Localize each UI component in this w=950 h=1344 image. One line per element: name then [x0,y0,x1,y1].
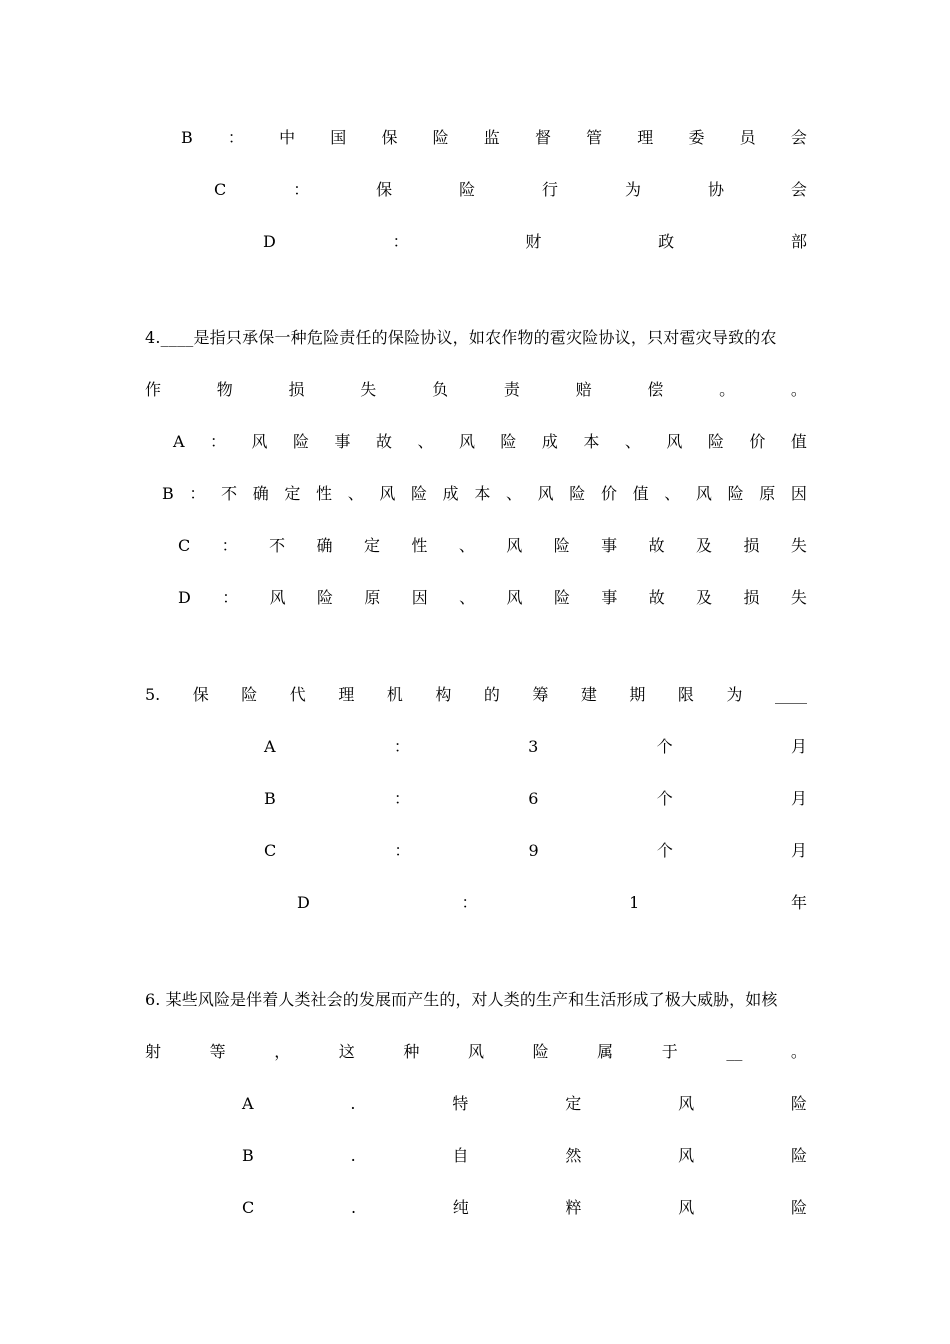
text-token: 事 [334,432,351,451]
text-token: 本 [474,484,491,503]
text-token: 故 [648,536,665,555]
text-token: ： [394,841,411,860]
text-token: 风 [467,1042,484,1061]
q4-option-b [0,480,950,508]
text-token: 。 [790,380,807,399]
text-token: 风 [506,588,523,607]
text-token: . [350,1094,356,1113]
text-token: 风 [678,1094,695,1113]
text-token: 偿 [647,380,664,399]
text-token: 定 [565,1094,582,1113]
text-token: 失 [360,380,377,399]
text-token: 险 [569,484,586,503]
text-token: 风 [458,432,475,451]
text-token: B [264,789,276,808]
text-token: 1 [629,893,640,912]
text-token: C [242,1198,255,1217]
text-token: 9 [528,841,539,860]
text-token: D [263,232,276,251]
text-token: 确 [316,536,333,555]
text-token: 险 [553,536,570,555]
text-token: C [178,536,191,555]
q5-option-c [0,837,950,865]
text-token: 月 [790,737,807,756]
text-token: ， [274,1042,291,1061]
text-token: 风 [251,432,268,451]
text-token: 因 [790,484,807,503]
text-token: 管 [586,128,603,147]
text-token: 监 [483,128,500,147]
text-token: 、 [459,588,476,607]
text-token: ： [189,484,206,503]
text-token: 会 [790,128,807,147]
text-token: 射 [145,1042,162,1061]
text-token: 险 [500,432,517,451]
q4-stem-line-2 [0,376,950,404]
text-token: C [264,841,277,860]
text-token: ____ [774,685,807,704]
text-token: 责 [503,380,520,399]
text-token: 损 [743,536,760,555]
text-token: 的 [483,685,500,704]
text-token: 年 [790,893,807,912]
text-token: 纯 [452,1198,469,1217]
text-token: B [162,484,174,503]
text-token: 险 [459,180,476,199]
text-token: 险 [241,685,258,704]
text-token: 险 [727,484,744,503]
text-token: 理 [338,685,355,704]
text-token: 价 [600,484,617,503]
q3-option-d [0,228,950,256]
text-token: 为 [625,180,642,199]
text-token: A [242,1094,254,1113]
text-token: 这 [338,1042,355,1061]
text-token: 故 [648,588,665,607]
text-token: 因 [411,588,428,607]
q6-option-c [0,1194,950,1222]
text-token: 及 [696,536,713,555]
text-token: 于 [661,1042,678,1061]
text-token: 个 [656,789,673,808]
text-token: C [214,180,227,199]
text-token: 风 [678,1198,695,1217]
q5-stem [0,681,950,709]
q4-option-c [0,532,950,560]
q3-option-b [0,124,950,152]
q6-stem-text: 6. 某些风险是伴着人类社会的发展而产生的，对人类的生产和生活形成了极大威胁，如核 [145,990,778,1009]
text-token: 委 [688,128,705,147]
text-token: ： [394,789,411,808]
q4-option-d [0,584,950,612]
text-token: ： [293,180,310,199]
text-token: 不 [269,536,286,555]
text-token: 协 [707,180,724,199]
text-token: ： [221,536,238,555]
text-token: 3 [528,737,539,756]
text-token: __ [726,1042,743,1061]
text-token: 险 [532,1042,549,1061]
text-token: 粹 [565,1198,582,1217]
text-token: 筹 [532,685,549,704]
text-token: 风 [695,484,712,503]
q5-option-b [0,785,950,813]
text-token: 6 [528,789,539,808]
text-token: 价 [749,432,766,451]
text-token: 员 [739,128,756,147]
text-token: 原 [364,588,381,607]
q5-option-a [0,733,950,761]
q3-option-c [0,176,950,204]
text-token: 定 [284,484,301,503]
text-token: 负 [432,380,449,399]
text-token: 不 [221,484,238,503]
text-token: A [173,432,185,451]
text-token: 事 [601,536,618,555]
text-token: 建 [580,685,597,704]
text-token: 、 [347,484,364,503]
text-token: 。 [719,380,736,399]
text-token: A [264,737,276,756]
text-token: 、 [624,432,641,451]
text-token: 原 [759,484,776,503]
text-token: 。 [790,1042,807,1061]
text-token: 保 [376,180,393,199]
text-token: 风 [379,484,396,503]
text-token: 险 [707,432,724,451]
text-token: 国 [330,128,347,147]
text-token: 险 [553,588,570,607]
text-token: 机 [386,685,403,704]
text-token: 保 [381,128,398,147]
text-token: 、 [664,484,681,503]
text-token: D [297,893,310,912]
text-token: 险 [316,588,333,607]
text-token: 政 [658,232,675,251]
text-token: 中 [279,128,296,147]
text-token: ： [392,232,409,251]
text-token: 督 [534,128,551,147]
text-token: 个 [656,841,673,860]
text-token: 本 [583,432,600,451]
text-token: 风 [666,432,683,451]
q4-stem-line-1 [0,324,950,352]
text-token: 属 [597,1042,614,1061]
text-token: ： [210,432,227,451]
text-token: ： [222,588,239,607]
text-token: 5. [145,685,161,704]
text-token: 事 [601,588,618,607]
text-token: . [350,1198,357,1217]
text-token: 险 [790,1198,807,1217]
text-token: 理 [637,128,654,147]
text-token: 然 [565,1146,582,1165]
text-token: ： [227,128,244,147]
q6-option-b [0,1142,950,1170]
text-token: 风 [506,536,523,555]
text-token: 等 [209,1042,226,1061]
q6-stem-line-2 [0,1038,950,1066]
text-token: 保 [192,685,209,704]
text-token: 为 [726,685,743,704]
text-token: 值 [790,432,807,451]
text-token: 险 [411,484,428,503]
text-token: 物 [216,380,233,399]
text-token: 限 [677,685,694,704]
text-token: 自 [452,1146,469,1165]
text-token: 行 [542,180,559,199]
text-token: 风 [537,484,554,503]
text-token: . [350,1146,356,1165]
text-token: 定 [363,536,380,555]
text-token: 会 [790,180,807,199]
text-token: 故 [375,432,392,451]
text-token: 及 [696,588,713,607]
text-token: 月 [790,789,807,808]
text-token: B [181,128,193,147]
text-token: 财 [525,232,542,251]
text-token: 期 [629,685,646,704]
text-token: 构 [435,685,452,704]
q4-option-a [0,428,950,456]
text-token: 损 [288,380,305,399]
text-token: D [178,588,191,607]
text-token: B [242,1146,254,1165]
text-token: 、 [458,536,475,555]
text-token: 成 [442,484,459,503]
text-token: 种 [403,1042,420,1061]
text-token: 部 [790,232,807,251]
text-token: 损 [743,588,760,607]
text-token: ： [393,737,410,756]
text-token: 确 [252,484,269,503]
text-token: ： [461,893,478,912]
text-token: 赔 [575,380,592,399]
text-token: 特 [452,1094,469,1113]
text-token: 险 [293,432,310,451]
text-token: 代 [289,685,306,704]
q4-stem-text: 4.____是指只承保一种危险责任的保险协议，如农作物的雹灾险协议，只对雹灾导致的农 [145,328,777,347]
text-token: 险 [790,1094,807,1113]
text-token: 、 [505,484,522,503]
text-token: 成 [541,432,558,451]
q6-option-a [0,1090,950,1118]
text-token: 、 [417,432,434,451]
text-token: 险 [790,1146,807,1165]
text-token: 月 [790,841,807,860]
q6-stem-line-1 [0,986,950,1014]
text-token: 作 [145,380,162,399]
text-token: 失 [790,536,807,555]
q5-option-d [0,889,950,917]
text-token: 险 [432,128,449,147]
text-token: 性 [411,536,428,555]
text-token: 风 [269,588,286,607]
text-token: 失 [790,588,807,607]
text-token: 风 [678,1146,695,1165]
text-token: 值 [632,484,649,503]
text-token: 个 [656,737,673,756]
text-token: 性 [316,484,333,503]
